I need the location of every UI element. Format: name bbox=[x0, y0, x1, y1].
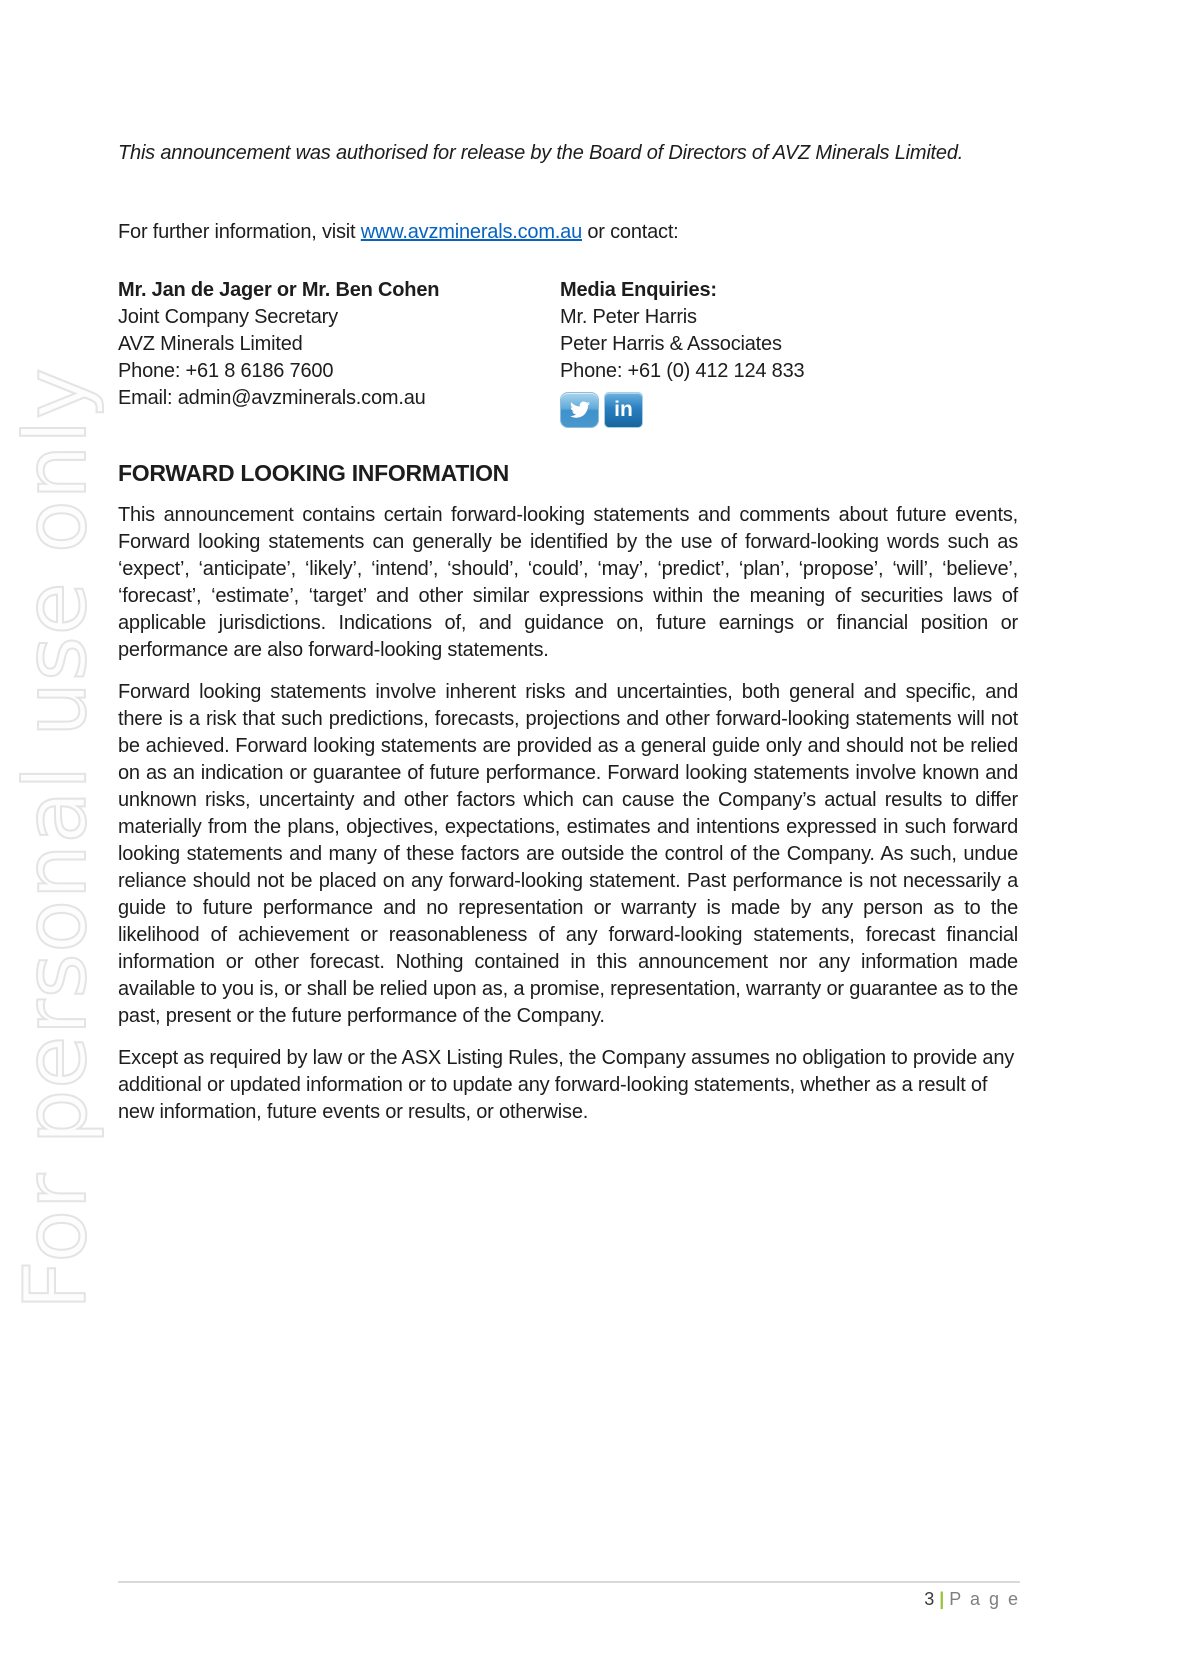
forward-looking-heading: FORWARD LOOKING INFORMATION bbox=[118, 460, 509, 486]
website-link[interactable]: www.avzminerals.com.au bbox=[360, 221, 582, 243]
page-footer bbox=[118, 1581, 1020, 1610]
contact-block bbox=[118, 277, 1018, 428]
further-info-suffix: or contact: bbox=[582, 221, 679, 243]
contact-primary bbox=[118, 277, 560, 428]
contact-media bbox=[560, 277, 804, 428]
footer-separator: | bbox=[939, 1589, 946, 1609]
contact-media-name: Media Enquiries: bbox=[560, 279, 717, 301]
further-info-prefix: For further information, visit bbox=[118, 221, 361, 243]
contact-line: Peter Harris & Associates bbox=[560, 333, 782, 355]
footer-page-number: 3 bbox=[924, 1589, 936, 1609]
twitter-icon[interactable] bbox=[560, 392, 599, 428]
footer-page-indicator bbox=[118, 1589, 1020, 1610]
forward-looking-paragraph-2: Forward looking statements involve inherent risks and uncertainties, both general and specific, and there is a risk that such predictions, forecasts, projections and other forward-looking statements will not be achieved. Forward looking statements are provided as a general guide only and should not be relied on as an indication or guarantee of future performance. Forward looking statements involve known and unknown risks, uncertainty and other factors which can cause the Company’s actual results to differ materially from the plans, objectives, expectations, estimates and intentions expressed in such forward looking statements and many of these factors are outside the control of the Company. As such, undue reliance should not be placed on any forward-looking statement. Past performance is not necessarily a guide to future performance and no representation or warranty is made by any person as to the likelihood of achievement or reasonableness of any forward-looking statements, forecast financial information or other forecast. Nothing contained in this announcement nor any information made available to you is, or shall be relied upon as, a promise, representation, warranty or guarantee as to the past, present or the future performance of the Company. bbox=[118, 681, 1018, 1027]
further-information-line bbox=[118, 219, 1018, 246]
authorisation-note: This announcement was authorised for release by the Board of Directors of AVZ Minerals Limited. bbox=[118, 142, 964, 164]
contact-line: Phone: +61 (0) 412 124 833 bbox=[560, 360, 805, 382]
footer-page-label: P a g e bbox=[949, 1589, 1020, 1609]
contact-line: Mr. Peter Harris bbox=[560, 306, 697, 328]
twitter-bird-glyph bbox=[567, 399, 592, 421]
contact-line: Joint Company Secretary bbox=[118, 306, 338, 328]
forward-looking-paragraph-1: This announcement contains certain forward-looking statements and comments about future events, Forward looking statements can generally be identified by the use of forward-looking words such as ‘expect’, ‘anticipate’, ‘likely’, ‘intend’, ‘should’, ‘could’, ‘may’, ‘predict’, ‘plan’, ‘propose’, ‘will’, ‘believe’, ‘forecast’, ‘estimate’, ‘target’ and other similar expressions within the meaning of securities laws of applicable jurisdictions. Indications of, and guidance on, future earnings or financial position or performance are also forward-looking statements. bbox=[118, 504, 1018, 661]
contact-primary-name: Mr. Jan de Jager or Mr. Ben Cohen bbox=[118, 279, 440, 301]
contact-line: AVZ Minerals Limited bbox=[118, 333, 303, 355]
social-icons-row bbox=[560, 392, 804, 428]
watermark-text: For personal use only bbox=[6, 367, 106, 1310]
forward-looking-paragraph-3: Except as required by law or the ASX Listing Rules, the Company assumes no obligation to provide any additional or updated information or to update any forward-looking statements, whether as a result of new information, future events or results, or otherwise. bbox=[118, 1047, 1015, 1123]
linkedin-in-glyph: in bbox=[614, 397, 633, 421]
linkedin-icon[interactable] bbox=[604, 392, 643, 428]
contact-line: Phone: +61 8 6186 7600 bbox=[118, 360, 334, 382]
content-column bbox=[118, 0, 1018, 1126]
footer-divider-line bbox=[118, 1581, 1020, 1583]
contact-line: Email: admin@avzminerals.com.au bbox=[118, 387, 426, 409]
